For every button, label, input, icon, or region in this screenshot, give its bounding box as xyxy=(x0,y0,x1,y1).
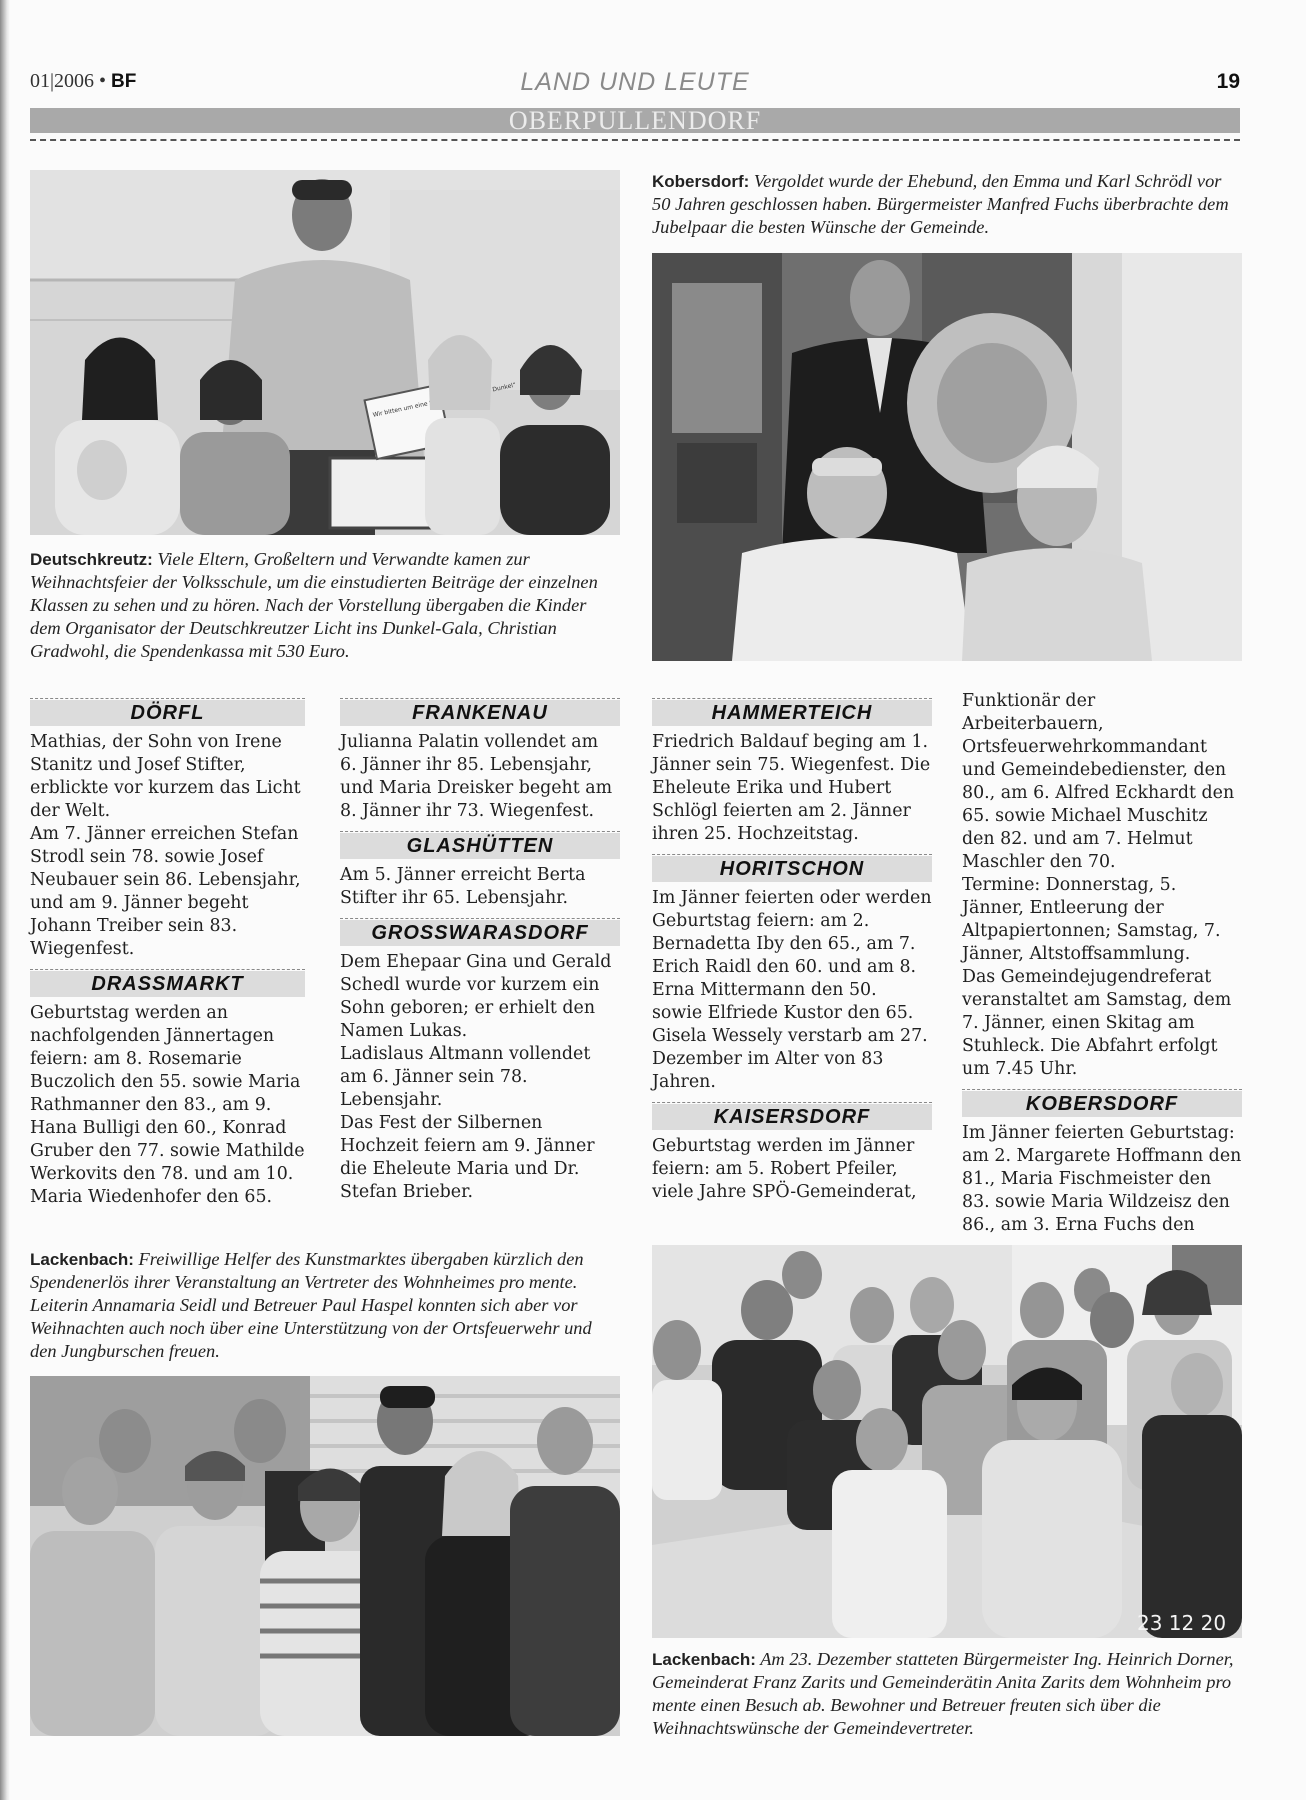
caption-lackenbach-1-place: Lackenbach: xyxy=(30,1250,134,1269)
heading-horitschon xyxy=(652,852,932,884)
news-glashuetten-text: Am 5. Jänner erreicht Berta Stifter ihr 65. Lebensjahr. xyxy=(340,865,586,908)
caption-lackenbach-1 xyxy=(30,1248,620,1363)
news-column-3 xyxy=(652,690,932,1204)
heading-doerfl-text: DÖRFL xyxy=(130,702,205,724)
news-kaisersdorf-text: Geburtstag werden im Jänner feiern: am 5. Robert Pfeiler, viele Jahre SPÖ-Gemeinderat, xyxy=(652,1136,917,1202)
issue-date: 01|2006 • xyxy=(30,70,107,92)
photo-deutschkreutz xyxy=(30,170,620,535)
heading-hammerteich xyxy=(652,696,932,728)
heading-frankenau xyxy=(340,696,620,728)
news-drassmarkt-text: Geburtstag werden an nachfolgenden Jännertagen feiern: am 8. Rosemarie Buczolich den 55. sowie Maria Rathmanner den 83., am 9. Hana Bulligi den 60., Konrad Gruber den 77. sowie Mathilde Werkovits den 78. und am 10. Maria Wiedenhofer den 65. xyxy=(30,1003,305,1207)
news-column-1 xyxy=(30,690,305,1209)
heading-doerfl xyxy=(30,696,305,728)
heading-kobersdorf xyxy=(962,1087,1242,1119)
heading-kaisersdorf-text: KAISERSDORF xyxy=(713,1106,871,1128)
district-title: OBERPULLENDORF xyxy=(508,106,762,135)
heading-drassmarkt-text: DRASSMARKT xyxy=(91,973,244,995)
caption-lackenbach-2-text: Am 23. Dezember statteten Bürgermeister Ing. Heinrich Dorner, Gemeinderat Franz Zarits und Gemeinderätin Anita Zarits dem Wohnheim pro mente einen Besuch ab. Bewohner und Betreuer freuten sich über die Weihnachtswünsche der Gemeindevertreter. xyxy=(652,1649,1234,1738)
photo-lackenbach-wohnheim xyxy=(652,1245,1242,1638)
caption-deutschkreutz xyxy=(30,548,620,663)
heading-glashuetten-text: GLASHÜTTEN xyxy=(406,835,554,857)
news-frankenau-text: Julianna Palatin vollendet am 6. Jänner ihr 85. Lebensjahr, und Maria Dreisker begeht am 8. Jänner ihr 73. Wiegenfest. xyxy=(340,732,613,821)
caption-lackenbach-1-text: Freiwillige Helfer des Kunstmarktes übergaben kürzlich den Spendenerlös ihrer Veranstaltung an Vertreter des Wohnheimes pro mente. Leiterin Annamaria Seidl und Betreuer Paul Haspel konnten sich aber vor Weihnachten auch noch über eine Unterstützung von der Ortsfeuerwehr und den Jungburschen freuen. xyxy=(30,1249,592,1361)
page-number: 19 xyxy=(1216,70,1240,93)
photo-deutschkreutz-image xyxy=(30,170,620,535)
caption-deutschkreutz-text: Viele Eltern, Großeltern und Verwandte kamen zur Weihnachtsfeier der Volksschule, um die einstudierten Beiträge der einzelnen Klassen zu sehen und zu hören. Nach der Vorstellung übergaben die Kinder dem Organisator der Deutschkreutzer Licht ins Dunkel-Gala, Christian Gradwohl, die Spendenkassa mit 530 Euro. xyxy=(30,549,598,661)
heading-hammerteich-text: HAMMERTEICH xyxy=(711,702,873,724)
heading-grosswarasdorf-text: GROSSWARASDORF xyxy=(371,922,589,944)
caption-kobersdorf xyxy=(652,170,1242,239)
caption-lackenbach-2 xyxy=(652,1648,1242,1740)
donation-sign-text: Wir bitten um eine Dunkel“ xyxy=(372,381,517,419)
news-column-2 xyxy=(340,690,620,1204)
news-kaisersdorf-cont-text: Funktionär der Arbeiterbauern, Ortsfeuerwehrkommandant und Gemeindebedienster, den 80., am 6. Alfred Eckhardt den 65. sowie Michael Muschitz den 82. und am 7. Helmut Maschler den 70. Termine: Donnerstag, 5. Jänner, Entleerung der Altpapiertonnen; Samstag, 7. Jänner, Altstoffsammlung. Das Gemeindejugendreferat veranstaltet am Samstag, dem 7. Jänner, einen Skitag am Stuhleck. Die Abfahrt erfolgt um 7.45 Uhr. xyxy=(962,691,1235,1079)
news-hammerteich-text: Friedrich Baldauf beging am 1. Jänner sein 75. Wiegenfest. Die Eheleute Erika und Hubert Schlögl feierten am 2. Jänner ihren 25. Hochzeitstag. xyxy=(652,732,931,844)
heading-frankenau-text: FRANKENAU xyxy=(412,702,548,724)
news-horitschon-text: Im Jänner feierten oder werden Geburtstag feiern: am 2. Bernadetta Iby den 65., am 7. Erich Raidl den 60. und am 8. Erna Mittermann den 50. sowie Elfriede Kustor den 65. Gisela Wessely verstarb am 27. Dezember im Alter von 83 Jahren. xyxy=(652,888,932,1092)
heading-grosswarasdorf xyxy=(340,916,620,948)
heading-kobersdorf-text: KOBERSDORF xyxy=(1025,1093,1179,1115)
news-kobersdorf-text: Im Jänner feierten Geburtstag: am 2. Margarete Hoffmann den 81., Maria Fischmeister den 83. sowie Maria Wildzeisz den 86., am 3. Erna Fuchs den xyxy=(962,1123,1242,1235)
photo-date-stamp: 23 12 20 xyxy=(1137,1611,1227,1635)
news-column-4 xyxy=(962,690,1242,1237)
section-title: LAND UND LEUTE xyxy=(520,68,750,96)
news-doerfl-text: Mathias, der Sohn von Irene Stanitz und Josef Stifter, erblickte vor kurzem das Licht der Welt. Am 7. Jänner erreichen Stefan Strodl sein 78. sowie Josef Neubauer sein 86. Lebensjahr, und am 9. Jänner begeht Johann Treiber sein 83. Wiegenfest. xyxy=(30,732,301,959)
photo-kobersdorf-image xyxy=(652,253,1242,661)
photo-lackenbach-helpers xyxy=(30,1376,620,1736)
photo-lackenbach-helpers-image xyxy=(30,1376,620,1736)
caption-kobersdorf-text: Vergoldet wurde der Ehebund, den Emma und Karl Schrödl vor 50 Jahren geschlossen haben. Bürgermeister Manfred Fuchs überbrachte dem Jubelpaar die besten Wünsche der Gemeinde. xyxy=(652,171,1229,237)
heading-horitschon-text: HORITSCHON xyxy=(719,858,865,880)
news-grosswarasdorf-text: Dem Ehepaar Gina und Gerald Schedl wurde vor kurzem ein Sohn geboren; er erhielt den Namen Lukas. Ladislaus Altmann vollendet am 6. Jänner sein 78. Lebensjahr. Das Fest der Silbernen Hochzeit feiern am 9. Jänner die Eheleute Maria und Dr. Stefan Brieber. xyxy=(340,952,612,1202)
caption-lackenbach-2-place: Lackenbach: xyxy=(652,1650,756,1669)
brand-label: BF xyxy=(111,71,137,92)
page-edge-shadow xyxy=(0,0,10,1800)
photo-lackenbach-wohnheim-image xyxy=(652,1245,1242,1638)
heading-drassmarkt xyxy=(30,967,305,999)
heading-kaisersdorf xyxy=(652,1100,932,1132)
heading-glashuetten xyxy=(340,829,620,861)
caption-kobersdorf-place: Kobersdorf: xyxy=(652,172,750,191)
caption-deutschkreutz-place: Deutschkreutz: xyxy=(30,550,153,569)
photo-kobersdorf xyxy=(652,253,1242,661)
issue-line xyxy=(30,70,136,93)
header-divider xyxy=(30,139,1240,141)
